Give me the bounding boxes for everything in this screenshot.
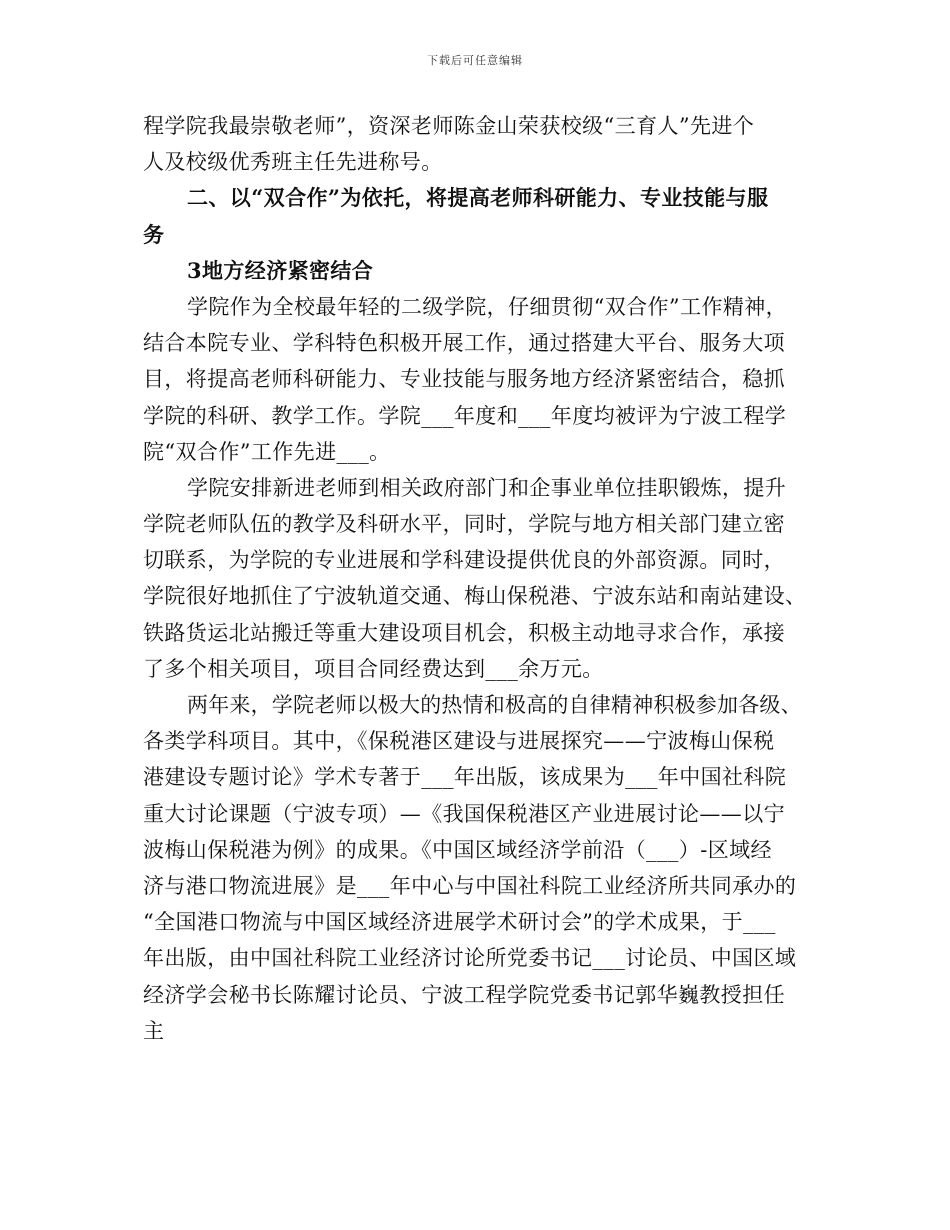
text-line: 重大讨论课题（宁波专项）—《我国保税港区产业进展讨论——以宁 bbox=[143, 801, 785, 826]
text-line: 各类学科项目。其中，《保税港区建设与进展探究——宁波梅山保税 bbox=[143, 729, 775, 754]
text-line: “全国港口物流与中国区域经济进展学术研讨会”的学术成果，于___ bbox=[143, 910, 776, 935]
text-line: 务 bbox=[143, 221, 165, 247]
text-line: 了多个相关项目，项目合同经费达到___余万元。 bbox=[143, 656, 604, 681]
text-line: 结合本院专业、学科特色积极开展工作，通过搭建大平台、服务大项 bbox=[143, 331, 785, 356]
text-line: 波梅山保税港为例》的成果。《中国区域经济学前沿（___）-区域经 bbox=[143, 837, 772, 862]
text-line: 港建设专题讨论》学术专著于___年出版，该成果为___年中国社科院 bbox=[143, 765, 787, 790]
text-line: 两年来，学院老师以极大的热情和极高的自律精神积极参加各级、 bbox=[187, 693, 802, 717]
text-line: 学院老师队伍的教学及科研水平，同时，学院与地方相关部门建立密 bbox=[143, 512, 785, 537]
page-header: 下载后可任意编辑 bbox=[427, 54, 523, 67]
text-line: 学院很好地抓住了宁波轨道交通、梅山保税港、宁波东站和南站建设、 bbox=[143, 584, 807, 609]
text-line: 学院的科研、教学工作。学院___年度和___年度均被评为宁波工程学 bbox=[143, 403, 787, 428]
text-line: 铁路货运北站搬迁等重大建设项目机会，积极主动地寻求合作，承接 bbox=[143, 620, 785, 645]
text-line: 3地方经济紧密结合 bbox=[187, 257, 374, 283]
text-line: 学院安排新进老师到相关政府部门和企事业单位挂职锻炼，提升 bbox=[187, 475, 787, 500]
text-line: 程学院我最崇敬老师”，资深老师陈金山荣获校级“三育人”先进个 bbox=[143, 114, 755, 138]
text-line: 切联系，为学院的专业进展和学科建设提供优良的外部资源。同时， bbox=[143, 548, 785, 573]
text-line: 目，将提高老师科研能力、专业技能与服务地方经济紧密结合，稳抓 bbox=[143, 367, 785, 392]
text-line: 学院作为全校最年轻的二级学院，仔细贯彻“双合作”工作精神， bbox=[187, 294, 788, 319]
text-line: 院“双合作”工作先进___。 bbox=[143, 439, 391, 464]
text-line: 经济学会秘书长陈耀讨论员、宁波工程学院党委书记郭华巍教授担任 bbox=[143, 982, 785, 1007]
text-line: 人及校级优秀班主任先进称号。 bbox=[143, 150, 443, 175]
text-line: 主 bbox=[143, 1018, 165, 1043]
document-body bbox=[143, 108, 807, 1049]
text-line: 年出版，由中国社科院工业经济讨论所党委书记___讨论员、中国区域 bbox=[143, 946, 797, 971]
text-line: 济与港口物流进展》是___年中心与中国社科院工业经济所共同承办的 bbox=[143, 873, 797, 898]
text-line: 二、以“双合作”为依托，将提高老师科研能力、专业技能与服 bbox=[187, 185, 769, 211]
